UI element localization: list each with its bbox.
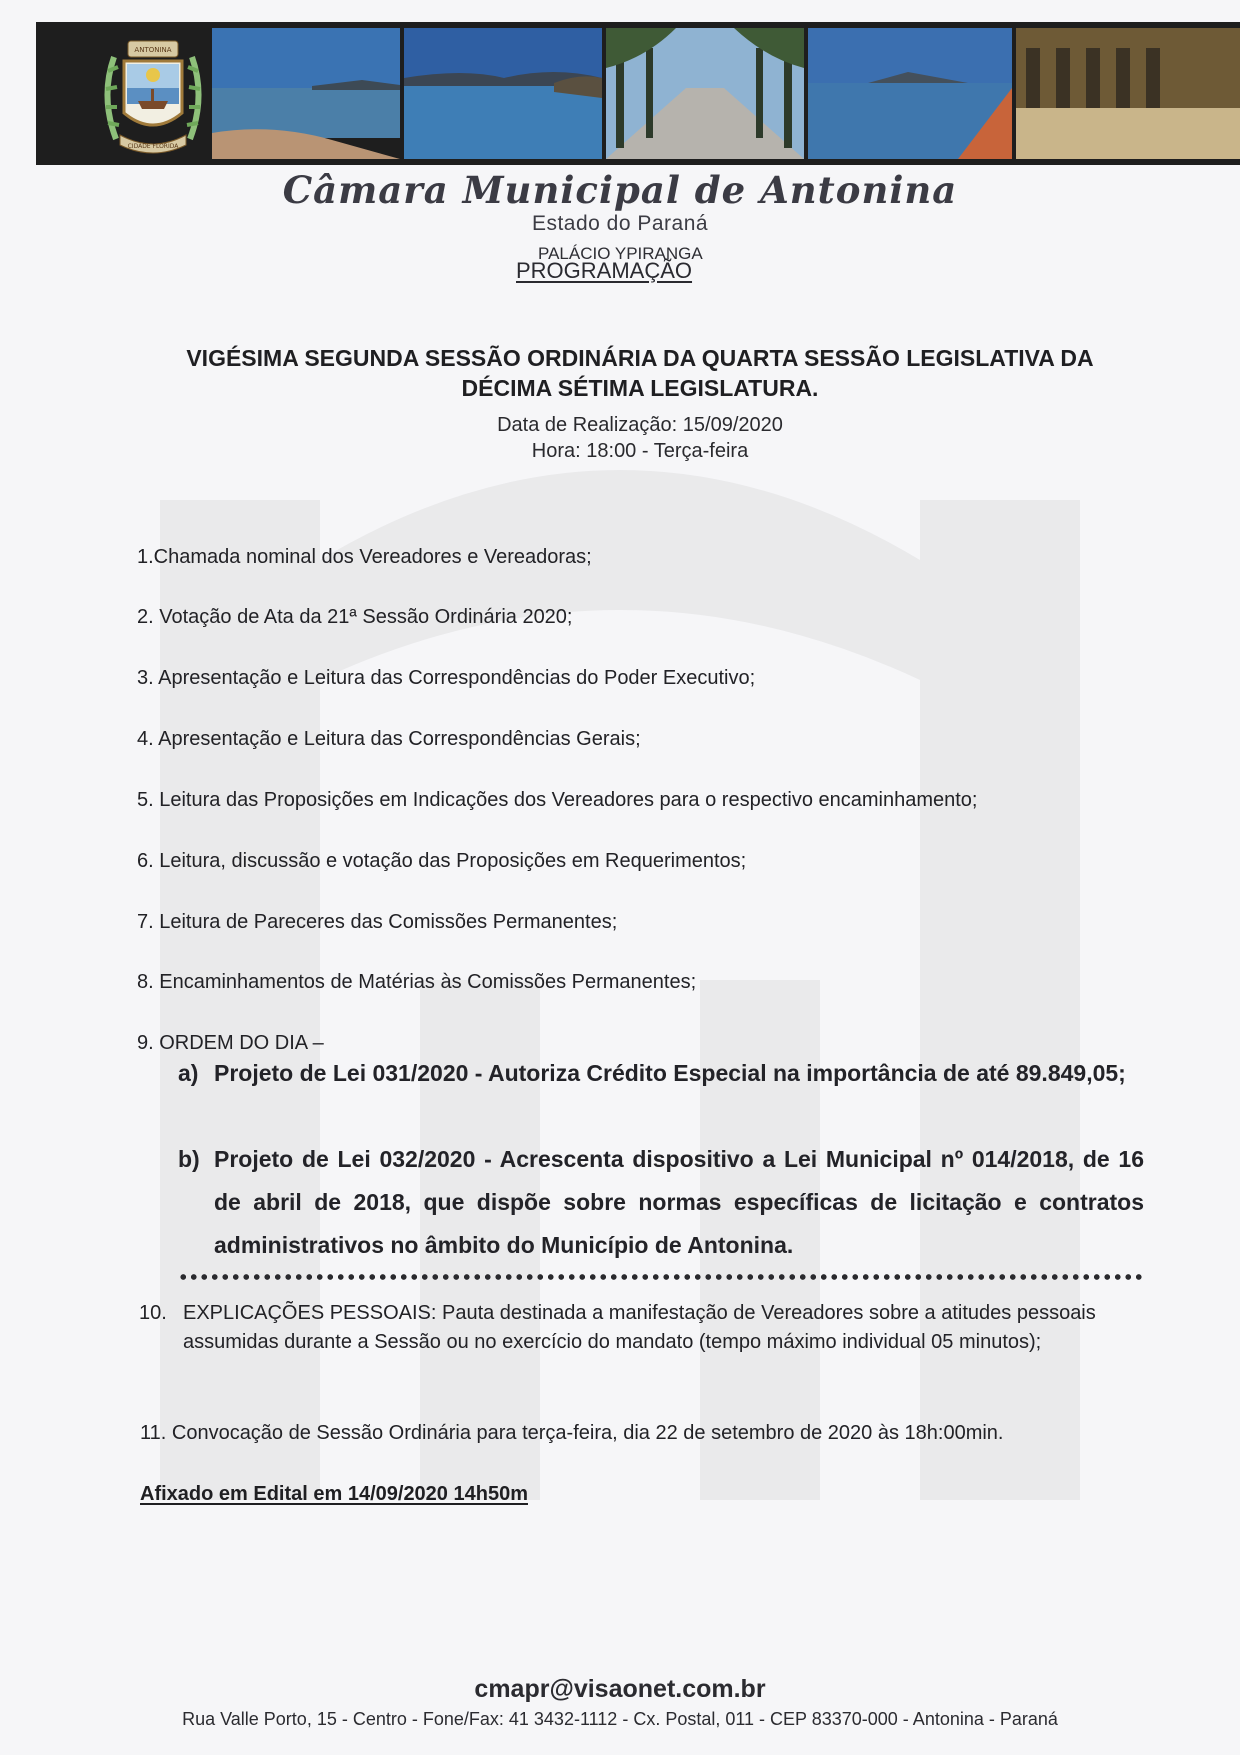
sub-item-marker: a) [178,1060,199,1086]
posted-notice: Afixado em Edital em 14/09/2020 14h50m [140,1483,528,1505]
footer-email: cmapr@visaonet.com.br [474,1675,766,1703]
sub-item-marker: b) [178,1146,200,1172]
sub-item-text: Projeto de Lei 031/2020 - Autoriza Crédito Especial na importância de até 89.849,05; [214,1060,1126,1086]
page-title: Câmara Municipal de Antonina [282,168,958,212]
palace-name: PALÁCIO YPIRANGA [538,244,703,263]
bay-photo-2 [404,28,602,159]
item-10-text: EXPLICAÇÕES PESSOAIS: Pauta destinada a manifestação de Vereadores sobre a atitudes pessoais assumidas durante a Sessão ou no exercício do mandato (tempo máximo individual 05 minutos); [183,1302,1096,1353]
footer-address: Rua Valle Porto, 15 - Centro - Fone/Fax: 41 3432-1112 - Cx. Postal, 011 - CEP 83370-000 - Antonina - Paraná [182,1709,1058,1729]
agenda-item-9: 9. ORDEM DO DIA – [137,1032,324,1054]
crest-bottom-text: CIDADE FLORIDA [127,143,179,150]
dotted-divider [178,1273,1144,1281]
header-banner [36,22,1240,165]
agenda-item-5: 5. Leitura das Proposições em Indicações dos Vereadores para o respectivo encaminhamento; [137,789,978,811]
session-title [110,343,1170,403]
sub-item-text: Projeto de Lei 032/2020 - Acrescenta dispositivo a Lei Municipal nº 014/2018, de 16 de abril de 2018, que dispõe sobre normas específicas de licitação e contratos administrativos no âmbito do Município de Antonina. [214,1146,1144,1258]
session-date: Data de Realização: 15/09/2020 [497,414,783,436]
session-time: Hora: 18:00 - Terça-feira [531,440,749,462]
coat-of-arms-icon [94,27,212,163]
ruins-photo [1016,28,1240,159]
agenda-item-3: 3. Apresentação e Leitura das Correspondências do Poder Executivo; [137,667,756,689]
state-subtitle: Estado do Paraná [531,212,709,235]
session-title-line-1: VIGÉSIMA SEGUNDA SESSÃO ORDINÁRIA DA QUARTA SESSÃO LEGISLATIVA DA [186,345,1094,371]
building-watermark [40,420,1200,1580]
bay-photo-1 [212,28,400,159]
session-title-line-2: DÉCIMA SÉTIMA LEGISLATURA. [461,375,819,401]
agenda-item-8: 8. Encaminhamentos de Matérias às Comissões Permanentes; [137,971,697,993]
crest-top-text: ANTONINA [134,46,172,54]
program-heading: PROGRAMAÇÃO [516,258,693,283]
agenda-item-2: 2. Votação de Ata da 21ª Sessão Ordinária 2020; [137,606,573,628]
agenda-item-6: 6. Leitura, discussão e votação das Proposições em Requerimentos; [137,850,747,872]
bay-photo-3 [808,28,1012,159]
agenda-item-1: 1.Chamada nominal dos Vereadores e Vereadoras; [137,546,592,568]
agenda-item-7: 7. Leitura de Pareceres das Comissões Permanentes; [137,911,618,933]
agenda-item-11: 11. Convocação de Sessão Ordinária para terça-feira, dia 22 de setembro de 2020 às 18h:00min. [140,1422,1004,1444]
promenade-photo [606,28,804,159]
item-10-number: 10. [139,1302,167,1324]
agenda-item-4: 4. Apresentação e Leitura das Correspondências Gerais; [137,728,641,750]
